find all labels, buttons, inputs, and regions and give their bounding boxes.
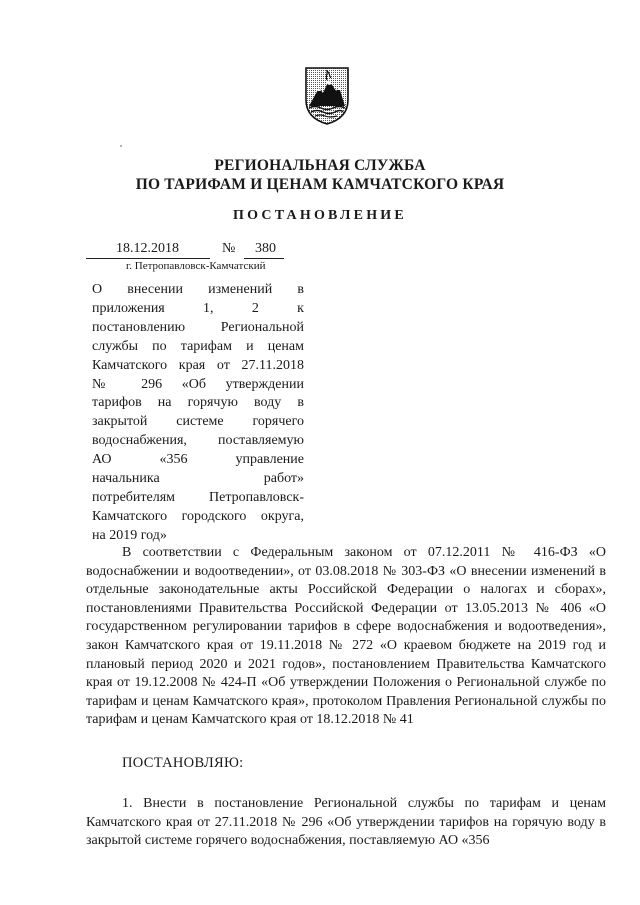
org-title-line1: РЕГИОНАЛЬНАЯ СЛУЖБА	[214, 157, 426, 174]
document-place: г. Петропавловск-Камчатский	[126, 260, 266, 272]
subject-line: № 296 «Об утверждении	[92, 376, 304, 392]
subject-line: потребителям Петропавловск-	[92, 489, 304, 505]
subject-line: водоснабжения, поставляемую	[92, 433, 304, 449]
subject-line: АО «356 управление	[92, 452, 304, 468]
subject-line: на 2019 год»	[92, 527, 167, 543]
number-underline	[244, 258, 284, 259]
document-date: 18.12.2018	[116, 241, 179, 256]
subject-line: начальника работ»	[92, 471, 304, 487]
document-number: 380	[255, 241, 276, 256]
subject-line: закрытой системе горячего	[92, 414, 304, 430]
item-1-paragraph: 1. Внести в постановление Региональной службы по тарифам и ценам Камчатского края от 27.11.2018 № 296 «Об утверждении тарифов на горячую воду в закрытой системе горячего водоснабжения, поставляемую АО «356	[86, 796, 606, 849]
subject-line: приложения 1, 2 к	[92, 300, 304, 316]
org-title-line2: ПО ТАРИФАМ И ЦЕНАМ КАМЧАТСКОГО КРАЯ	[135, 176, 505, 193]
subject-line: тарифов на горячую воду в	[92, 395, 304, 411]
preamble-paragraph: В соответствии с Федеральным законом от 07.12.2011 № 416-ФЗ «О водоснабжении и водоотведении», от 03.08.2018 № 303-ФЗ «О внесении изменений в отдельные законодательные акты Российской Федерации о налогах и сборах», постановлениями Правительства Российской Федерации от 13.05.2013 № 406 «О государственном регулировании тарифов в сфере водоснабжения и водоотведения», закон Камчатского края от 19.11.2018 № 272 «О краевом бюджете на 2019 год и плановый период 2020 и 2021 годов», постановлением Правительства Камчатского края от 19.12.2008 № 424-П «Об утверждении Положения о Региональной службе по тарифам и ценам Камчатского края», протоколом Правления Региональной службы по тарифам и ценам Камчатского края от 18.12.2018 № 41	[86, 545, 606, 728]
scan-speck	[120, 145, 122, 147]
decree-word: ПОСТАНОВЛЯЮ:	[122, 755, 244, 771]
subject-line: постановлению Региональной	[92, 319, 304, 335]
subject-line: Камчатского края от 27.11.2018	[92, 357, 304, 373]
document-subject	[92, 281, 304, 546]
document-type: ПОСТАНОВЛЕНИЕ	[233, 208, 407, 223]
number-sign: №	[222, 241, 236, 256]
subject-line: Камчатского городского округа,	[92, 508, 304, 524]
subject-line: службы по тарифам и ценам	[92, 338, 304, 354]
subject-line: О внесении изменений в	[92, 282, 304, 297]
kamchatka-coat-of-arms-icon	[303, 66, 351, 126]
date-underline	[86, 258, 210, 259]
